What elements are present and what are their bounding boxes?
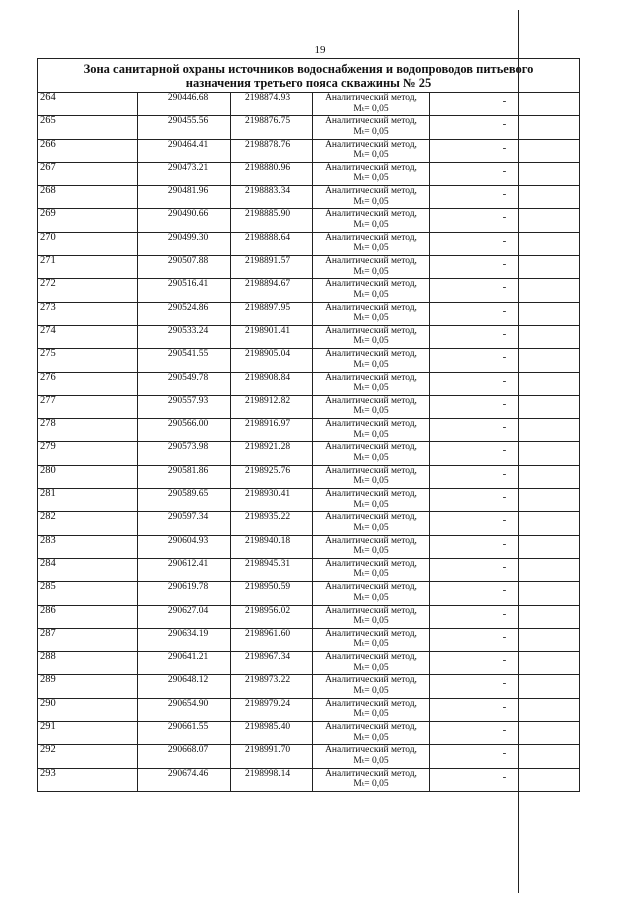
- accuracy-text: Mₜ= 0,05: [353, 639, 389, 650]
- coordinate-y: 2198925.76: [231, 465, 313, 488]
- dash-cell: -: [430, 582, 580, 605]
- method-cell: [313, 349, 430, 372]
- method-cell: [313, 768, 430, 791]
- dash-cell: -: [430, 512, 580, 535]
- method-cell: [313, 489, 430, 512]
- coordinate-x: 290533.24: [138, 325, 231, 348]
- coordinate-y: 2198880.96: [231, 162, 313, 185]
- method-cell: [313, 558, 430, 581]
- point-number: 274: [38, 325, 138, 348]
- method-text: Аналитический метод,: [325, 419, 417, 430]
- dash-cell: -: [430, 209, 580, 232]
- method-text: Аналитический метод,: [325, 652, 417, 663]
- table-title: [38, 59, 580, 93]
- coordinate-x: 290654.90: [138, 698, 231, 721]
- coordinates-table: [37, 58, 580, 792]
- accuracy-text: Mₜ= 0,05: [353, 219, 389, 230]
- method-cell: [313, 372, 430, 395]
- dash-cell: -: [430, 256, 580, 279]
- point-number: 284: [38, 558, 138, 581]
- dash-cell: -: [430, 558, 580, 581]
- accuracy-text: Mₜ= 0,05: [353, 662, 389, 673]
- accuracy-text: Mₜ= 0,05: [353, 383, 389, 394]
- accuracy-text: Mₜ= 0,05: [353, 196, 389, 207]
- point-number: 278: [38, 419, 138, 442]
- method-text: Аналитический метод,: [325, 209, 417, 220]
- table-row: [38, 139, 580, 162]
- table-row: [38, 582, 580, 605]
- dash-cell: -: [430, 279, 580, 302]
- method-text: Аналитический метод,: [325, 605, 417, 616]
- coordinate-x: 290627.04: [138, 605, 231, 628]
- method-text: Аналитический метод,: [325, 325, 417, 336]
- method-cell: [313, 535, 430, 558]
- dash-cell: -: [430, 139, 580, 162]
- point-number: 267: [38, 162, 138, 185]
- table-row: [38, 116, 580, 139]
- accuracy-text: Mₜ= 0,05: [353, 546, 389, 557]
- dash-cell: -: [430, 186, 580, 209]
- table-row: [38, 558, 580, 581]
- coordinate-x: 290524.86: [138, 302, 231, 325]
- dash-cell: -: [430, 465, 580, 488]
- point-number: 282: [38, 512, 138, 535]
- coordinate-y: 2198979.24: [231, 698, 313, 721]
- table-row: [38, 232, 580, 255]
- dash-cell: -: [430, 442, 580, 465]
- method-text: Аналитический метод,: [325, 512, 417, 523]
- point-number: 268: [38, 186, 138, 209]
- coordinate-x: 290674.46: [138, 768, 231, 791]
- accuracy-text: Mₜ= 0,05: [353, 709, 389, 720]
- method-text: Аналитический метод,: [325, 279, 417, 290]
- table-row: [38, 279, 580, 302]
- method-text: Аналитический метод,: [325, 302, 417, 313]
- coordinate-y: 2198940.18: [231, 535, 313, 558]
- method-text: Аналитический метод,: [325, 628, 417, 639]
- accuracy-text: Mₜ= 0,05: [353, 685, 389, 696]
- accuracy-text: Mₜ= 0,05: [353, 476, 389, 487]
- table-row: [38, 325, 580, 348]
- method-text: Аналитический метод,: [325, 768, 417, 779]
- method-text: Аналитический метод,: [325, 465, 417, 476]
- method-text: Аналитический метод,: [325, 186, 417, 197]
- accuracy-text: Mₜ= 0,05: [353, 173, 389, 184]
- method-cell: [313, 582, 430, 605]
- table-row: [38, 93, 580, 116]
- coordinate-y: 2198901.41: [231, 325, 313, 348]
- method-text: Аналитический метод,: [325, 232, 417, 243]
- table-row: [38, 489, 580, 512]
- accuracy-text: Mₜ= 0,05: [353, 266, 389, 277]
- table-row: [38, 652, 580, 675]
- dash-cell: -: [430, 232, 580, 255]
- coordinate-x: 290516.41: [138, 279, 231, 302]
- table-row: [38, 372, 580, 395]
- accuracy-text: Mₜ= 0,05: [353, 313, 389, 324]
- accuracy-text: Mₜ= 0,05: [353, 732, 389, 743]
- method-text: Аналитический метод,: [325, 745, 417, 756]
- method-text: Аналитический метод,: [325, 558, 417, 569]
- dash-cell: -: [430, 395, 580, 418]
- coordinate-x: 290604.93: [138, 535, 231, 558]
- method-cell: [313, 93, 430, 116]
- coordinate-y: 2198885.90: [231, 209, 313, 232]
- method-cell: [313, 698, 430, 721]
- method-cell: [313, 605, 430, 628]
- accuracy-text: Mₜ= 0,05: [353, 592, 389, 603]
- dash-cell: -: [430, 116, 580, 139]
- table-title-line-2: назначения третьего пояса скважины № 25: [185, 75, 432, 90]
- dash-cell: -: [430, 698, 580, 721]
- point-number: 293: [38, 768, 138, 791]
- point-number: 265: [38, 116, 138, 139]
- coordinate-x: 290661.55: [138, 722, 231, 745]
- table-row: [38, 722, 580, 745]
- accuracy-text: Mₜ= 0,05: [353, 452, 389, 463]
- coordinate-y: 2198916.97: [231, 419, 313, 442]
- coordinate-x: 290619.78: [138, 582, 231, 605]
- point-number: 270: [38, 232, 138, 255]
- accuracy-text: Mₜ= 0,05: [353, 569, 389, 580]
- method-text: Аналитический метод,: [325, 139, 417, 150]
- table-row: [38, 162, 580, 185]
- vertical-rule: [518, 10, 519, 893]
- method-cell: [313, 745, 430, 768]
- method-cell: [313, 675, 430, 698]
- method-text: Аналитический метод,: [325, 372, 417, 383]
- table-row: [38, 349, 580, 372]
- coordinate-x: 290589.65: [138, 489, 231, 512]
- table-row: [38, 465, 580, 488]
- coordinate-y: 2198930.41: [231, 489, 313, 512]
- method-cell: [313, 628, 430, 651]
- coordinate-x: 290490.66: [138, 209, 231, 232]
- accuracy-text: Mₜ= 0,05: [353, 336, 389, 347]
- method-text: Аналитический метод,: [325, 162, 417, 173]
- point-number: 279: [38, 442, 138, 465]
- coordinates-table-body: [38, 59, 580, 792]
- coordinate-x: 290541.55: [138, 349, 231, 372]
- method-text: Аналитический метод,: [325, 535, 417, 546]
- method-cell: [313, 279, 430, 302]
- accuracy-text: Mₜ= 0,05: [353, 359, 389, 370]
- point-number: 289: [38, 675, 138, 698]
- coordinate-x: 290446.68: [138, 93, 231, 116]
- dash-cell: -: [430, 722, 580, 745]
- coordinate-y: 2198874.93: [231, 93, 313, 116]
- point-number: 283: [38, 535, 138, 558]
- coordinate-y: 2198912.82: [231, 395, 313, 418]
- table-row: [38, 698, 580, 721]
- accuracy-text: Mₜ= 0,05: [353, 103, 389, 114]
- point-number: 266: [38, 139, 138, 162]
- table-row: [38, 605, 580, 628]
- method-cell: [313, 465, 430, 488]
- table-row: [38, 442, 580, 465]
- dash-cell: -: [430, 605, 580, 628]
- table-title-row: [38, 59, 580, 93]
- table-row: [38, 768, 580, 791]
- method-cell: [313, 442, 430, 465]
- dash-cell: -: [430, 652, 580, 675]
- point-number: 285: [38, 582, 138, 605]
- coordinate-y: 2198891.57: [231, 256, 313, 279]
- dash-cell: -: [430, 768, 580, 791]
- dash-cell: -: [430, 419, 580, 442]
- coordinate-x: 290566.00: [138, 419, 231, 442]
- table-title-line-1: Зона санитарной охраны источников водоснабжения и водопроводов питьевого: [83, 61, 534, 76]
- method-text: Аналитический метод,: [325, 675, 417, 686]
- coordinate-x: 290641.21: [138, 652, 231, 675]
- point-number: 277: [38, 395, 138, 418]
- method-cell: [313, 209, 430, 232]
- dash-cell: -: [430, 325, 580, 348]
- coordinate-y: 2198945.31: [231, 558, 313, 581]
- method-cell: [313, 722, 430, 745]
- point-number: 290: [38, 698, 138, 721]
- table-row: [38, 675, 580, 698]
- point-number: 264: [38, 93, 138, 116]
- coordinate-y: 2198985.40: [231, 722, 313, 745]
- point-number: 273: [38, 302, 138, 325]
- coordinate-x: 290634.19: [138, 628, 231, 651]
- point-number: 269: [38, 209, 138, 232]
- accuracy-text: Mₜ= 0,05: [353, 755, 389, 766]
- coordinate-x: 290455.56: [138, 116, 231, 139]
- method-cell: [313, 325, 430, 348]
- method-text: Аналитический метод,: [325, 698, 417, 709]
- dash-cell: -: [430, 628, 580, 651]
- method-cell: [313, 302, 430, 325]
- point-number: 286: [38, 605, 138, 628]
- coordinate-y: 2198921.28: [231, 442, 313, 465]
- point-number: 271: [38, 256, 138, 279]
- method-cell: [313, 139, 430, 162]
- table-row: [38, 186, 580, 209]
- coordinate-y: 2198991.70: [231, 745, 313, 768]
- accuracy-text: Mₜ= 0,05: [353, 499, 389, 510]
- dash-cell: -: [430, 489, 580, 512]
- coordinate-x: 290597.34: [138, 512, 231, 535]
- dash-cell: -: [430, 372, 580, 395]
- coordinate-y: 2198998.14: [231, 768, 313, 791]
- coordinate-y: 2198950.59: [231, 582, 313, 605]
- dash-cell: -: [430, 675, 580, 698]
- method-cell: [313, 256, 430, 279]
- method-cell: [313, 395, 430, 418]
- coordinate-y: 2198888.64: [231, 232, 313, 255]
- table-row: [38, 419, 580, 442]
- method-text: Аналитический метод,: [325, 582, 417, 593]
- coordinate-y: 2198973.22: [231, 675, 313, 698]
- coordinate-x: 290499.30: [138, 232, 231, 255]
- accuracy-text: Mₜ= 0,05: [353, 406, 389, 417]
- method-text: Аналитический метод,: [325, 256, 417, 267]
- coordinate-y: 2198876.75: [231, 116, 313, 139]
- point-number: 276: [38, 372, 138, 395]
- coordinate-y: 2198956.02: [231, 605, 313, 628]
- dash-cell: -: [430, 535, 580, 558]
- point-number: 291: [38, 722, 138, 745]
- table-row: [38, 628, 580, 651]
- accuracy-text: Mₜ= 0,05: [353, 150, 389, 161]
- coordinate-y: 2198935.22: [231, 512, 313, 535]
- method-text: Аналитический метод,: [325, 93, 417, 103]
- accuracy-text: Mₜ= 0,05: [353, 243, 389, 254]
- accuracy-text: Mₜ= 0,05: [353, 126, 389, 137]
- table-row: [38, 745, 580, 768]
- method-cell: [313, 232, 430, 255]
- point-number: 292: [38, 745, 138, 768]
- coordinate-x: 290549.78: [138, 372, 231, 395]
- method-text: Аналитический метод,: [325, 116, 417, 127]
- method-cell: [313, 186, 430, 209]
- coordinate-x: 290557.93: [138, 395, 231, 418]
- coordinate-x: 290573.98: [138, 442, 231, 465]
- table-row: [38, 395, 580, 418]
- coordinate-y: 2198883.34: [231, 186, 313, 209]
- coordinate-y: 2198894.67: [231, 279, 313, 302]
- method-text: Аналитический метод,: [325, 395, 417, 406]
- accuracy-text: Mₜ= 0,05: [353, 616, 389, 627]
- dash-cell: -: [430, 162, 580, 185]
- accuracy-text: Mₜ= 0,05: [353, 522, 389, 533]
- coordinate-y: 2198897.95: [231, 302, 313, 325]
- coordinate-x: 290612.41: [138, 558, 231, 581]
- point-number: 288: [38, 652, 138, 675]
- dash-cell: -: [430, 93, 580, 116]
- method-cell: [313, 652, 430, 675]
- accuracy-text: Mₜ= 0,05: [353, 429, 389, 440]
- table-row: [38, 302, 580, 325]
- method-text: Аналитический метод,: [325, 442, 417, 453]
- dash-cell: -: [430, 745, 580, 768]
- coordinate-y: 2198961.60: [231, 628, 313, 651]
- table-row: [38, 535, 580, 558]
- dash-cell: -: [430, 302, 580, 325]
- coordinate-x: 290581.86: [138, 465, 231, 488]
- method-text: Аналитический метод,: [325, 722, 417, 733]
- table-row: [38, 209, 580, 232]
- method-cell: [313, 512, 430, 535]
- coordinate-y: 2198878.76: [231, 139, 313, 162]
- coordinate-y: 2198908.84: [231, 372, 313, 395]
- method-text: Аналитический метод,: [325, 349, 417, 360]
- page-number: 19: [314, 44, 326, 56]
- table-row: [38, 512, 580, 535]
- point-number: 287: [38, 628, 138, 651]
- dash-cell: -: [430, 349, 580, 372]
- coordinate-y: 2198967.34: [231, 652, 313, 675]
- method-cell: [313, 419, 430, 442]
- coordinate-x: 290507.88: [138, 256, 231, 279]
- accuracy-text: Mₜ= 0,05: [353, 779, 389, 790]
- coordinate-y: 2198905.04: [231, 349, 313, 372]
- method-cell: [313, 116, 430, 139]
- table-row: [38, 256, 580, 279]
- coordinate-x: 290473.21: [138, 162, 231, 185]
- coordinate-x: 290481.96: [138, 186, 231, 209]
- coordinate-x: 290464.41: [138, 139, 231, 162]
- point-number: 280: [38, 465, 138, 488]
- point-number: 275: [38, 349, 138, 372]
- method-cell: [313, 162, 430, 185]
- method-text: Аналитический метод,: [325, 489, 417, 500]
- coordinate-x: 290648.12: [138, 675, 231, 698]
- point-number: 281: [38, 489, 138, 512]
- point-number: 272: [38, 279, 138, 302]
- coordinate-x: 290668.07: [138, 745, 231, 768]
- accuracy-text: Mₜ= 0,05: [353, 289, 389, 300]
